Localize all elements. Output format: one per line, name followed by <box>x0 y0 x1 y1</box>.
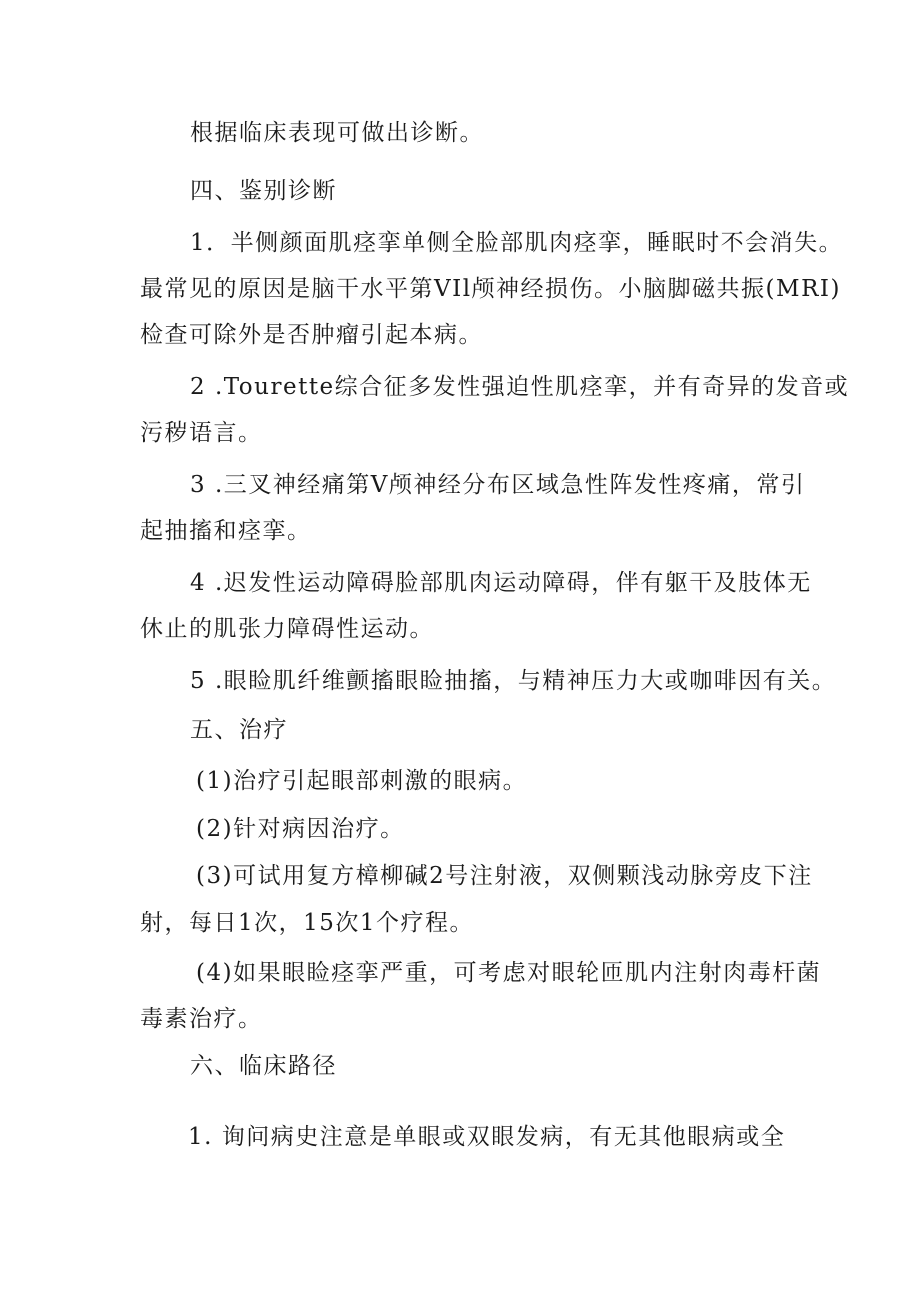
section-heading-differential: 四、鉴别诊断 <box>190 178 337 204</box>
section-heading-treatment: 五、治疗 <box>190 717 288 743</box>
list-item-4: 4 .迟发性运动障碍脸部肌肉运动障碍，伴有躯干及肢体无 <box>190 570 812 596</box>
list-item-5: 5 .眼睑肌纤维颤搐眼睑抽搐，与精神压力大或咖啡因有关。 <box>190 668 837 694</box>
treatment-item-4: (4)如果眼睑痉挛严重，可考虑对眼轮匝肌内注射肉毒杆菌 <box>196 960 822 986</box>
paragraph-line: 射，每日1次，15次1个疗程。 <box>140 910 475 936</box>
list-item-3: 3 .三叉神经痛第V颅神经分布区域急性阵发性疼痛，常引 <box>190 472 806 498</box>
treatment-item-2: (2)针对病因治疗。 <box>196 816 405 842</box>
paragraph-line: 休止的肌张力障碍性运动。 <box>140 616 434 642</box>
list-item-1: 1．半侧颜面肌痉挛单侧全脸部肌肉痉挛，睡眠时不会消失。 <box>190 230 844 256</box>
paragraph-line: 最常见的原因是脑干水平第VIl颅神经损伤。小脑脚磁共振(MRI) <box>140 276 841 302</box>
treatment-item-1: (1)治疗引起眼部刺激的眼病。 <box>196 768 528 794</box>
treatment-item-3: (3)可试用复方樟柳碱2号注射液，双侧颗浅动脉旁皮下注 <box>196 863 813 889</box>
paragraph-line: 根据临床表现可做出诊断。 <box>190 120 484 146</box>
paragraph-line: 污秽语言。 <box>140 420 263 446</box>
paragraph-line: 毒素治疗。 <box>140 1006 263 1032</box>
paragraph-line: 起抽搐和痉挛。 <box>140 518 312 544</box>
list-item-2: 2 .Tourette综合征多发性强迫性肌痉挛，并有奇异的发音或 <box>190 374 850 400</box>
paragraph-line: 检查可除外是否肿瘤引起本病。 <box>140 322 483 348</box>
section-heading-clinical-pathway: 六、临床路径 <box>190 1053 337 1079</box>
pathway-item-1: 1. 询问病史注意是单眼或双眼发病，有无其他眼病或全 <box>188 1124 786 1150</box>
